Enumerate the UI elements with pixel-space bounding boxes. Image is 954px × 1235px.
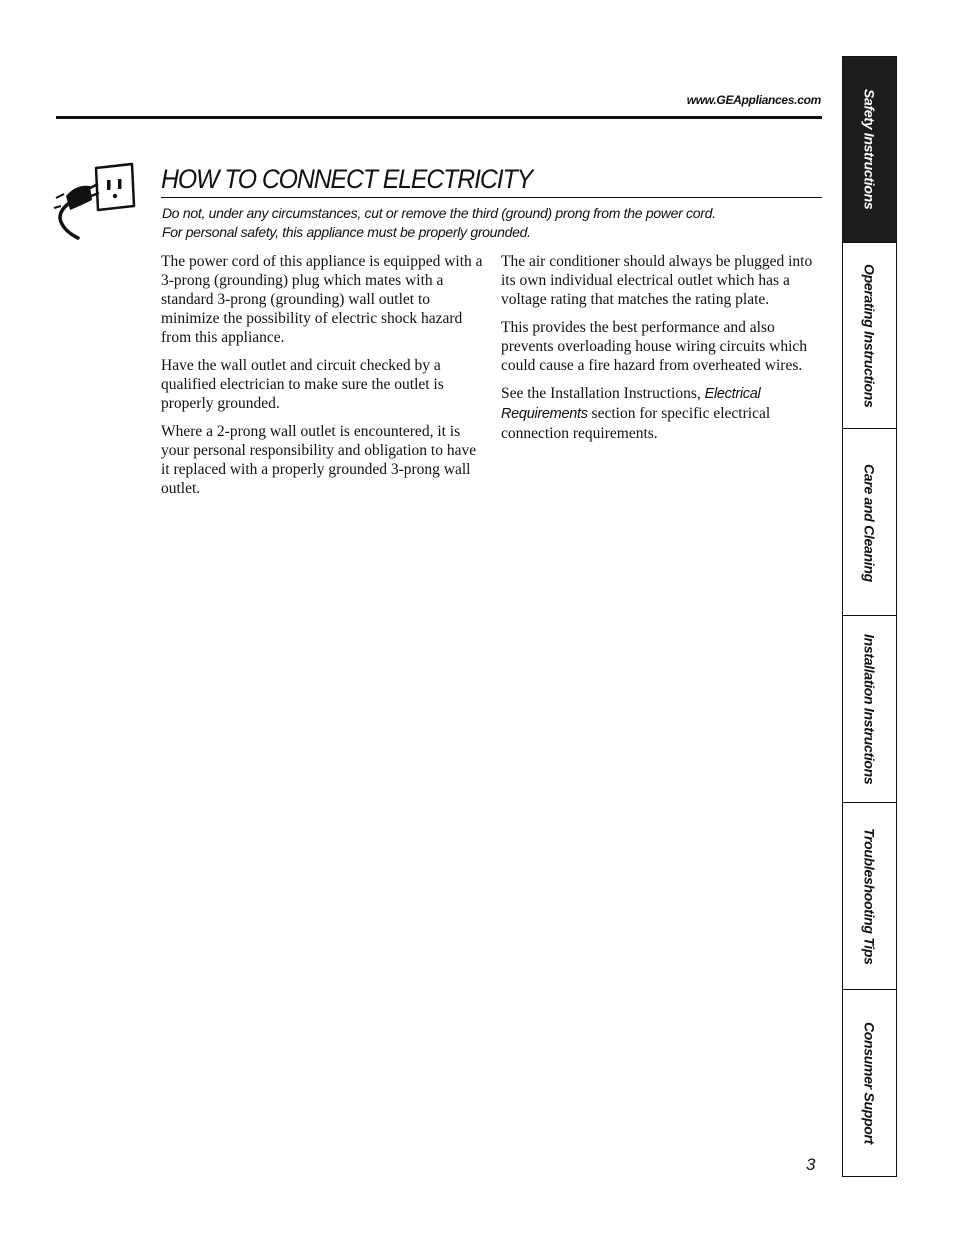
tab-label: Operating Instructions bbox=[861, 263, 878, 408]
tab-label: Installation Instructions bbox=[861, 634, 878, 785]
tab-consumer-support[interactable] bbox=[843, 990, 896, 1176]
warning-line-2: For personal safety, this appliance must be properly grounded. bbox=[162, 224, 531, 240]
paragraph: Have the wall outlet and circuit checked by a qualified electrician to make sure the outlet is properly grounded. bbox=[161, 357, 444, 412]
tab-installation-instructions[interactable] bbox=[843, 617, 896, 803]
paragraph-text: See the Installation Instructions, bbox=[501, 385, 705, 402]
grounding-warning bbox=[162, 204, 822, 242]
tab-safety-instructions[interactable] bbox=[843, 57, 896, 243]
paragraph bbox=[501, 384, 825, 443]
page-number: 3 bbox=[806, 1155, 816, 1174]
tab-operating-instructions[interactable] bbox=[843, 243, 896, 429]
plug-outlet-icon bbox=[52, 160, 138, 244]
paragraph: The air conditioner should always be plugged into its own individual electrical outlet which has a voltage rating that matches the rating plate. bbox=[501, 253, 813, 308]
tab-label: Safety Instructions bbox=[861, 89, 878, 210]
tab-label: Consumer Support bbox=[861, 1022, 878, 1144]
title-rule bbox=[161, 197, 822, 198]
section-title: HOW TO CONNECT ELECTRICITY bbox=[161, 164, 533, 194]
electrical-requirements-reference: Electrical Requirements bbox=[501, 386, 761, 422]
paragraph: The power cord of this appliance is equipped with a 3-prong (grounding) plug which mates with a standard 3-prong (grounding) wall outlet to minimize the possibility of electric shock hazard from this appliance. bbox=[161, 253, 483, 346]
paragraph: Where a 2-prong wall outlet is encountered, it is your personal responsibility and obligation to have it replaced with a properly grounded 3-prong wall outlet. bbox=[161, 423, 477, 497]
paragraph: This provides the best performance and also prevents overloading house wiring circuits which could cause a fire hazard from overheated wires. bbox=[501, 319, 808, 374]
tab-care-and-cleaning[interactable] bbox=[843, 430, 896, 616]
left-column bbox=[161, 252, 485, 507]
header-rule bbox=[56, 116, 822, 119]
tab-troubleshooting-tips[interactable] bbox=[843, 804, 896, 990]
right-column bbox=[501, 252, 825, 452]
tab-label: Care and Cleaning bbox=[861, 463, 878, 582]
paragraph-text: section for specific electrical connection requirements. bbox=[501, 405, 771, 442]
tab-label: Troubleshooting Tips bbox=[861, 828, 878, 965]
website-url: www.GEAppliances.com bbox=[686, 93, 821, 107]
warning-line-1: Do not, under any circumstances, cut or remove the third (ground) prong from the power cord. bbox=[162, 205, 716, 221]
section-tabs bbox=[842, 56, 897, 1177]
